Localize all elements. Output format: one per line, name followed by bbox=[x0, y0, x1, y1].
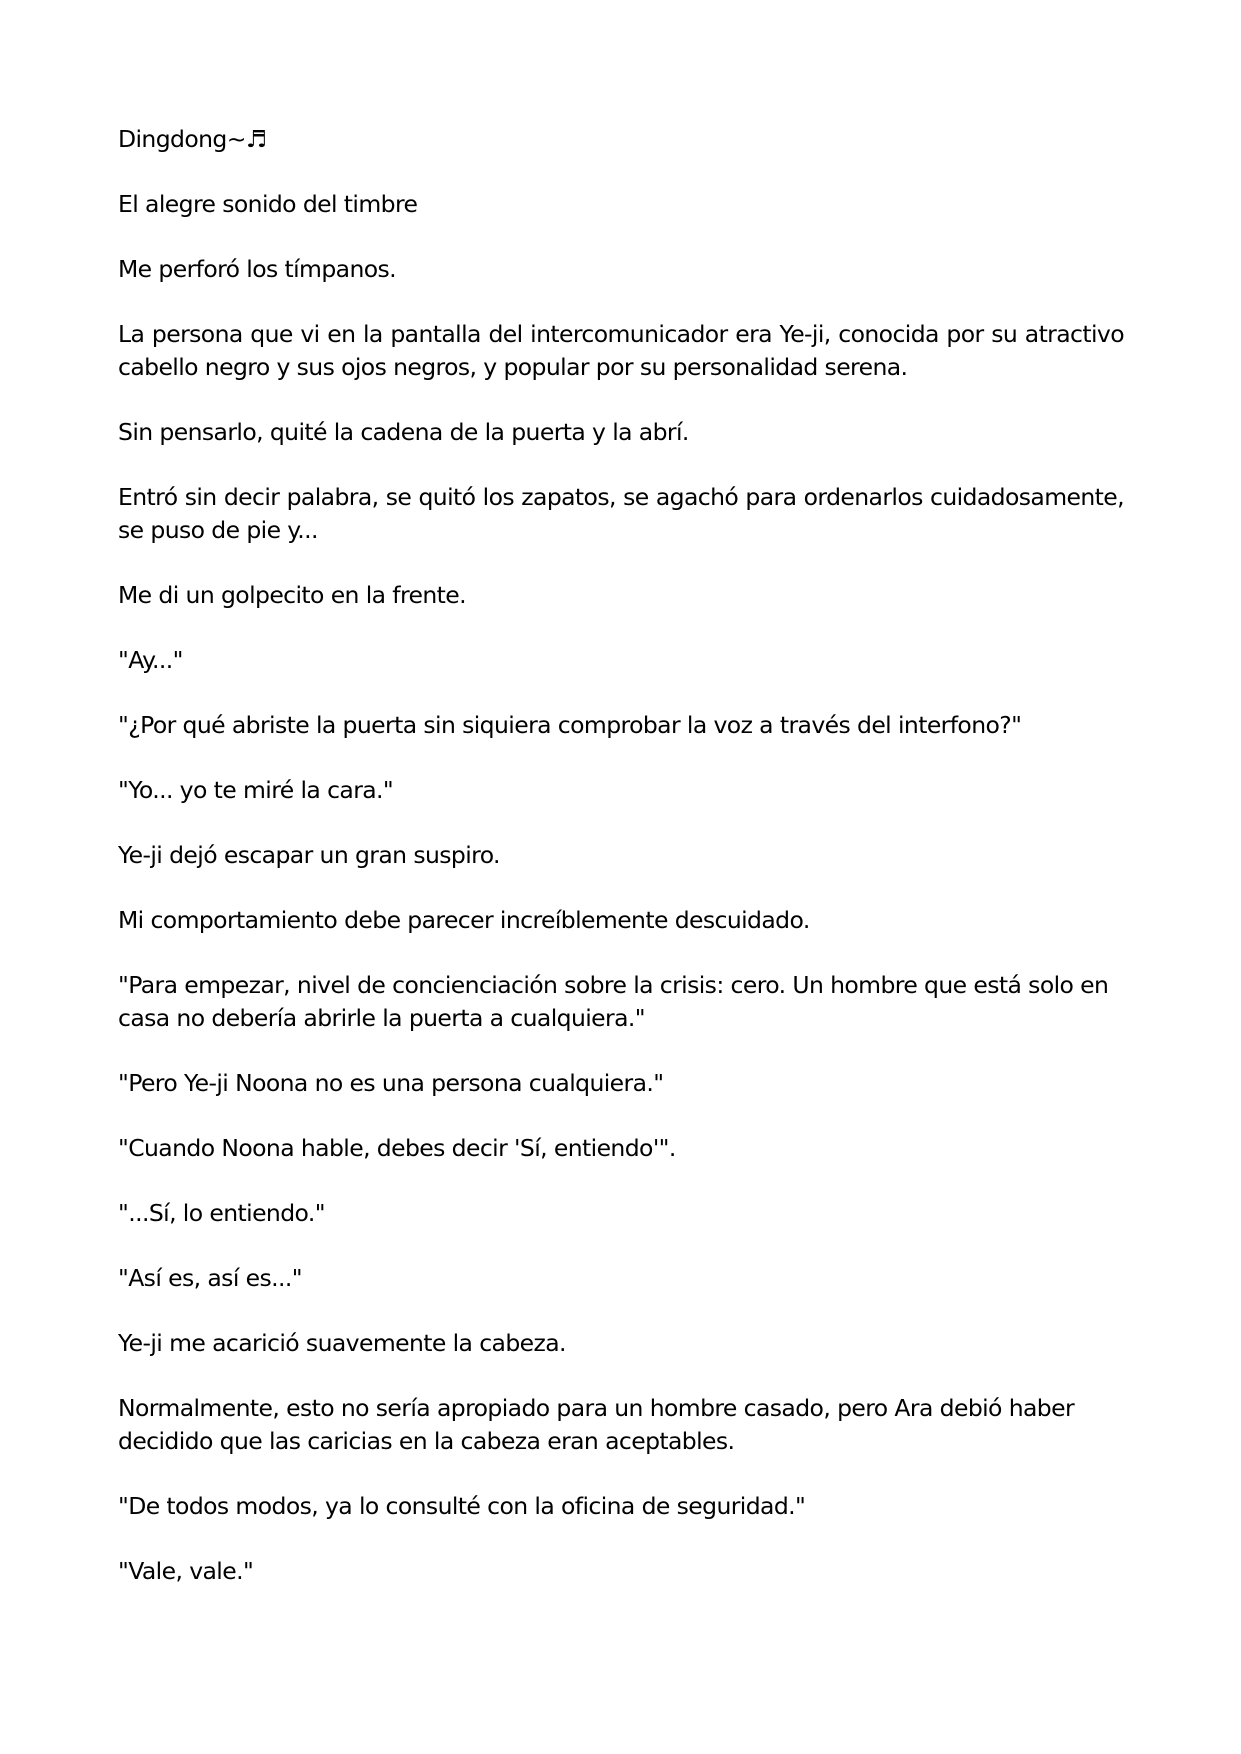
dialogue-line: "De todos modos, ya lo consulté con la oficina de seguridad." bbox=[118, 1492, 806, 1520]
paragraph: Me perforó los tímpanos. bbox=[118, 255, 397, 283]
paragraph: Me di un golpecito en la frente. bbox=[118, 581, 467, 609]
dialogue-line: "Vale, vale." bbox=[118, 1557, 254, 1585]
paragraph: La persona que vi en la pantalla del intercomunicador era Ye-ji, conocida por su atractivo cabello negro y sus ojos negros, y popular por su personalidad serena. bbox=[118, 320, 1124, 381]
dialogue-line: "...Sí, lo entiendo." bbox=[118, 1199, 325, 1227]
dialogue-line: "Así es, así es..." bbox=[118, 1264, 302, 1292]
dialogue-line: "Ay..." bbox=[118, 646, 183, 674]
dialogue-line: "¿Por qué abriste la puerta sin siquiera comprobar la voz a través del interfono?" bbox=[118, 711, 1022, 739]
paragraph: El alegre sonido del timbre bbox=[118, 190, 418, 218]
document-body bbox=[118, 123, 1124, 1620]
dialogue-line: "Pero Ye-ji Noona no es una persona cualquiera." bbox=[118, 1069, 664, 1097]
paragraph: Mi comportamiento debe parecer increíblemente descuidado. bbox=[118, 906, 810, 934]
dialogue-line: "Cuando Noona hable, debes decir 'Sí, entiendo'". bbox=[118, 1134, 676, 1162]
paragraph-doorbell-sound: Dingdong~♬ bbox=[118, 125, 267, 153]
paragraph: Ye-ji me acarició suavemente la cabeza. bbox=[118, 1329, 566, 1357]
dialogue-line: "Para empezar, nivel de concienciación sobre la crisis: cero. Un hombre que está solo en casa no debería abrirle la puerta a cualquiera." bbox=[118, 971, 1109, 1032]
paragraph: Entró sin decir palabra, se quitó los zapatos, se agachó para ordenarlos cuidadosamente, se puso de pie y... bbox=[118, 483, 1124, 544]
paragraph: Normalmente, esto no sería apropiado para un hombre casado, pero Ara debió haber decidido que las caricias en la cabeza eran aceptables. bbox=[118, 1394, 1075, 1455]
paragraph: Ye-ji dejó escapar un gran suspiro. bbox=[118, 841, 500, 869]
dialogue-line: "Yo... yo te miré la cara." bbox=[118, 776, 394, 804]
paragraph: Sin pensarlo, quité la cadena de la puerta y la abrí. bbox=[118, 418, 689, 446]
